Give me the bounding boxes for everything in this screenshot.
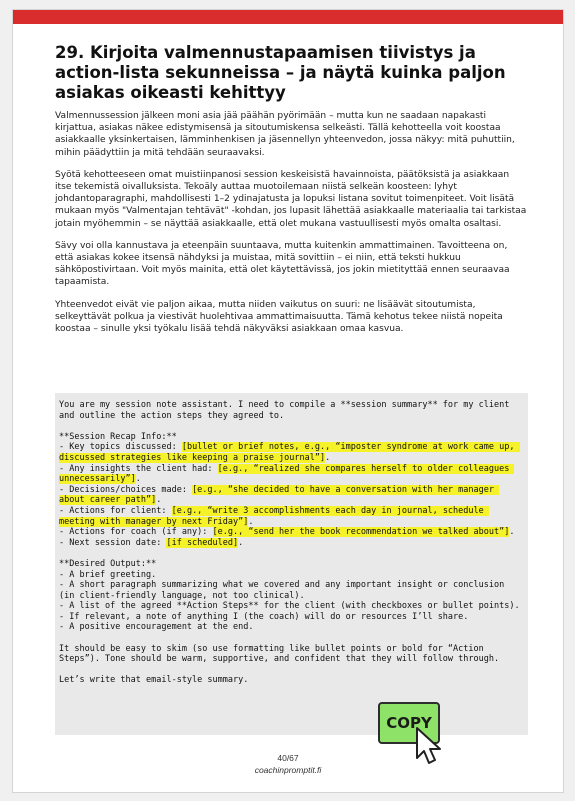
recap-item-label: - Actions for client:: [59, 505, 172, 516]
page-title: 29. Kirjoita valmennustapaamisen tiivistys ja action-lista sekunneissa – ja näytä kuinka paljon asiakas oikeasti kehittyy: [55, 43, 506, 102]
recap-item-placeholder: [if scheduled]: [166, 537, 239, 548]
output-item: - A list of the agreed **Action Steps** for the client (with checkboxes or bullet points).: [59, 601, 520, 612]
body-text: [55, 110, 527, 345]
page-number: 40/67: [277, 753, 299, 763]
recap-item-placeholder: [e.g., “she decided to have a conversation with her manager about career path”]: [59, 484, 500, 506]
paragraph-1: Valmennussession jälkeen moni asia jää päähän pyörimään – mutta kun ne saadaan napakasti kirjattua, asiakas näkee edistymisensä ja sitoutumiskensa selkeästi. Tällä kehotteella voit koostaa asiakkaalle yksinkertaisen, lämminhenkisen ja jäsennellyn yhteenvedon, jossa näkyy: mitä puhuttiin, mihin päädyttiin ja mitä tehdään seuraavaksi.: [55, 111, 515, 158]
paragraph-4: Yhteenvedot eivät vie paljon aikaa, mutta niiden vaikutus on suuri: ne lisäävät sitoutumista, selkeyttävät polkua ja viestivät huolehtivaa ammattimaisuutta. Tämä kehotus tekee niistä nopeita koostaa – sinulle yksi työkalu lisää tehdä näkyväksi asiakkaan omaa kasvua.: [55, 299, 503, 335]
recap-item-label: - Next session date:: [59, 537, 167, 548]
recap-item-suffix: .: [509, 527, 515, 538]
recap-item-label: - Key topics discussed:: [59, 442, 182, 453]
document-page: [12, 9, 564, 793]
recap-item-placeholder: [bullet or brief notes, e.g., “imposter syndrome at work came up, discussed strategies like keeping a praise journal”]: [59, 442, 520, 463]
prompt-output-heading: **Desired Output:**: [59, 558, 157, 569]
recap-item-placeholder: [e.g., “realized she compares herself to older colleagues unnecessarily”]: [59, 463, 515, 485]
paragraph-2: Syötä kehotteeseen omat muistiinpanosi session keskeisistä havainnoista, päätöksistä ja asiakkaan itse tekemistä oivalluksista. Tekoäly auttaa muotoilemaan niistä selkeän koosteen: lyhyt johdantoparagraphi, mahdollisesti 1–2 ydinajatusta ja lopuksi listana sovitut toimenpiteet. Voit lisätä mukaan myös "Valmentajan tehtävät" -kohdan, jos lupasit lähettää asiakkaalle materiaalia tai tarkistaa jotain myöhemmin – se näyttää asiakkaalle, että olet mukana vastuullisesti myös omalta osaltasi.: [55, 169, 527, 229]
recap-item-label: - Any insights the client had:: [59, 463, 218, 474]
recap-item-suffix: .: [238, 537, 244, 548]
recap-item-label: - Actions for coach (if any):: [59, 527, 213, 538]
recap-item-label: - Decisions/choices made:: [59, 484, 193, 495]
prompt-closing: It should be easy to skim (so use formatting like bullet points or bold for “Action Steps”). Tone should be warm, supportive, and confident that they will follow through.: [59, 643, 500, 665]
recap-item-suffix: .: [156, 495, 162, 506]
output-item: - If relevant, a note of anything I (the coach) will do or resources I’ll share.: [59, 611, 469, 622]
recap-item-placeholder: [e.g., “write 3 accomplishments each day in journal, schedule meeting with manager by next Friday”]: [59, 505, 489, 527]
copy-button-label: COPY: [386, 714, 432, 732]
prompt-text: [59, 400, 524, 686]
recap-item-placeholder: [e.g., “send her the book recommendation we talked about”]: [212, 527, 510, 538]
prompt-recap-heading: **Session Recap Info:**: [59, 431, 177, 442]
output-item: - A positive encouragement at the end.: [59, 622, 254, 633]
prompt-intro: You are my session note assistant. I need to compile a **session summary** for my client and outline the action steps they agreed to.: [59, 400, 515, 421]
top-accent-bar: [13, 10, 563, 24]
prompt-box: [55, 393, 528, 735]
site-name: coachinpromptit.fi: [254, 765, 322, 775]
output-item: - A brief greeting.: [59, 569, 157, 580]
recap-item-suffix: .: [325, 452, 331, 463]
paragraph-3: Sävy voi olla kannustava ja eteenpäin suuntaava, mutta kuitenkin ammattimainen. Tavoitteena on, että asiakas kokee itsensä nähdyksi ja muistaa, mitä sovittiin – ei niin, että teksti hukkuu sähköpostivirtaan. Voit myös mainita, että olet käytettävissä, jos jokin mietityttää ennen seuraavaa tapaamista.: [55, 240, 510, 288]
output-item: - A short paragraph summarizing what we covered and any important insight or conclusion (in client-friendly language, not too clinical).: [59, 580, 510, 601]
recap-item-suffix: .: [248, 516, 254, 527]
recap-item-suffix: .: [135, 474, 141, 485]
prompt-final: Let’s write that email-style summary.: [59, 675, 249, 686]
